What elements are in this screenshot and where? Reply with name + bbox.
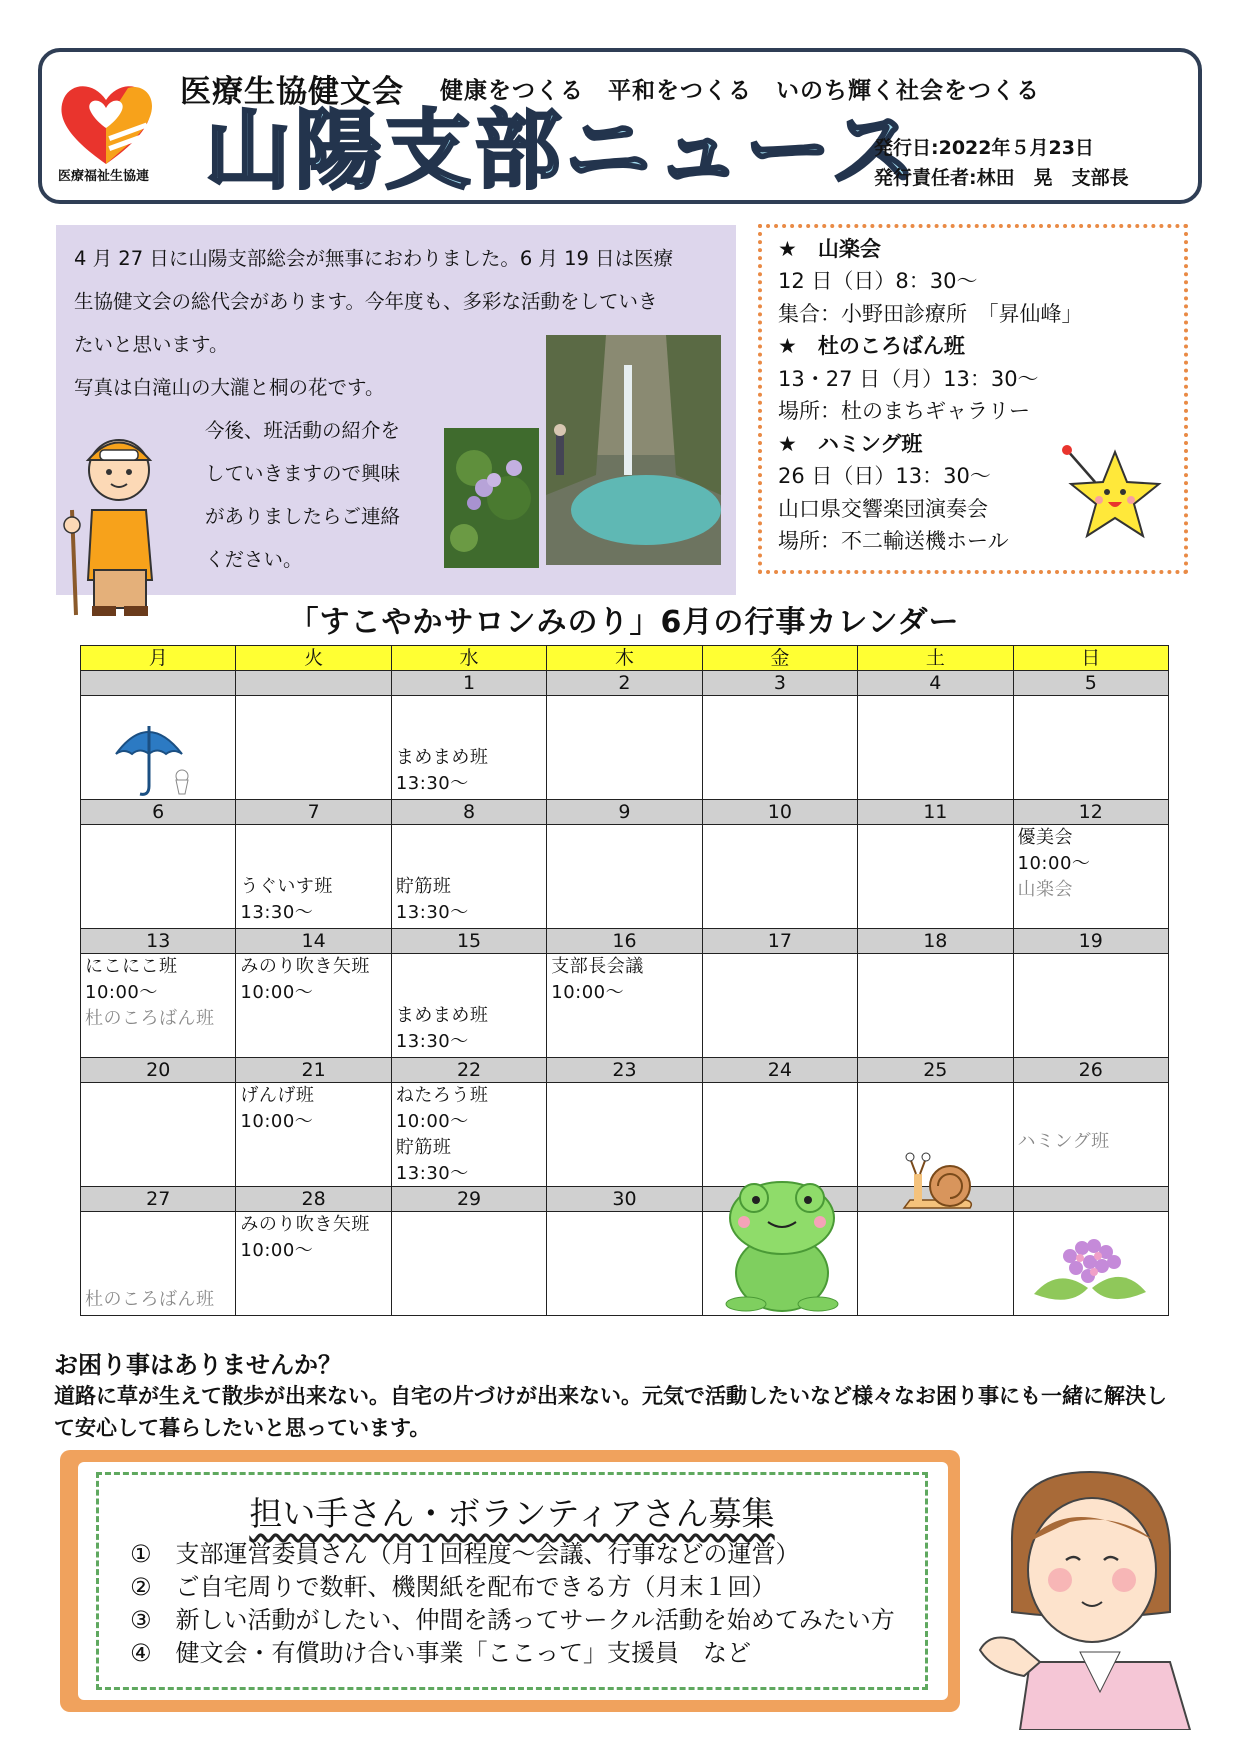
date-number: 8: [391, 800, 546, 825]
weekday-header: 木: [547, 646, 702, 671]
date-number: 10: [702, 800, 857, 825]
calendar-cell: [1013, 696, 1168, 800]
calendar-cell: [391, 825, 546, 929]
calendar-event: 10:00～: [551, 982, 625, 1003]
hydrangea-icon: [1030, 1226, 1150, 1310]
date-number: 2: [547, 671, 702, 696]
slogan: 健康をつくる 平和をつくる いのち輝く社会をつくる: [440, 78, 1040, 104]
calendar-cell: [81, 954, 236, 1058]
calendar-cell: [547, 1083, 702, 1187]
calendar-event: 10:00～: [395, 1111, 469, 1132]
issue-date: 発行日:2022年５月23日: [874, 137, 1094, 159]
intro-line: 写真は白滝山の大瀧と桐の花です。: [74, 376, 385, 399]
date-number: 13: [81, 929, 236, 954]
intro-indent-line: ください。: [205, 548, 303, 571]
date-row: [81, 671, 1169, 696]
calendar-cell: [547, 825, 702, 929]
date-number: 30: [547, 1187, 702, 1212]
star-character-icon: [1055, 440, 1165, 550]
event-line: 集合：小野田診療所 「昇仙峰」: [778, 302, 1083, 326]
date-number: 28: [236, 1187, 391, 1212]
weekday-header-row: [81, 646, 1169, 671]
event-row: [81, 825, 1169, 929]
calendar-cell: [858, 1212, 1013, 1316]
calendar-event: 10:00～: [85, 982, 158, 1003]
event-title: ★ ハミング班: [778, 432, 923, 456]
intro-line: 4 月 27 日に山陽支部総会が無事におわりました。6 月 19 日は医療: [74, 247, 674, 270]
calendar-cell: [391, 1083, 546, 1187]
date-number: 12: [1013, 800, 1168, 825]
date-number: 14: [236, 929, 391, 954]
date-number: 23: [547, 1058, 702, 1083]
date-number: 15: [391, 929, 546, 954]
waterfall-photo: [546, 335, 721, 565]
date-number: 25: [858, 1058, 1013, 1083]
weekday-header: 火: [236, 646, 391, 671]
date-row: [81, 929, 1169, 954]
calendar-event: 杜のころばん班: [85, 1008, 215, 1029]
intro-indent-line: がありましたらご連絡: [205, 505, 401, 528]
volunteer-item: ③ 新しい活動がしたい、仲間を誘ってサークル活動を始めてみたい方: [130, 1606, 895, 1634]
event-line: 26 日（日）13：30～: [778, 464, 991, 488]
umbrella-icon: [112, 714, 202, 799]
calendar-cell: [391, 1212, 546, 1316]
calendar-cell: [391, 954, 546, 1058]
calendar-event: 杜のころばん班: [85, 1289, 215, 1310]
calendar-cell: [81, 825, 236, 929]
date-number: 24: [702, 1058, 857, 1083]
date-number: 3: [702, 671, 857, 696]
calendar-cell: [236, 825, 391, 929]
paulownia-flower-photo: [444, 428, 539, 568]
calendar-event: 優美会: [1017, 827, 1074, 848]
date-number: 19: [1013, 929, 1168, 954]
calendar-cell: [702, 1083, 857, 1187]
calendar-event: 13:30～: [395, 1031, 469, 1052]
calendar-cell: [858, 825, 1013, 929]
date-row: [81, 800, 1169, 825]
trouble-question: お困り事はありませんか？: [54, 1351, 342, 1379]
date-number: 16: [547, 929, 702, 954]
calendar-cell: [81, 1212, 236, 1316]
event-row: [81, 1083, 1169, 1187]
date-number: 5: [1013, 671, 1168, 696]
calendar-cell: [391, 696, 546, 800]
calendar-event: みのり吹き矢班: [240, 1214, 370, 1235]
weekday-header: 日: [1013, 646, 1168, 671]
calendar-event: 支部長会議: [551, 956, 644, 977]
calendar-event: げんげ班: [240, 1085, 315, 1106]
snail-icon: [900, 1146, 978, 1216]
volunteer-item: ① 支部運営委員さん（月１回程度～会議、行事などの運営）: [130, 1540, 800, 1568]
date-number: 20: [81, 1058, 236, 1083]
calendar-event: 13:30～: [395, 902, 469, 923]
volunteer-item: ④ 健文会・有償助け合い事業「ここって」支援員 など: [130, 1639, 752, 1667]
date-number: [81, 671, 236, 696]
calendar-title: 「すこやかサロンみのり」6月の行事カレンダー: [288, 605, 960, 640]
calendar-cell: [236, 1212, 391, 1316]
calendar-event: ねたろう班: [395, 1085, 489, 1106]
date-number: 21: [236, 1058, 391, 1083]
calendar-cell: [236, 696, 391, 800]
date-row: [81, 1058, 1169, 1083]
intro-indent-line: していきますので興味: [205, 462, 401, 485]
calendar-event: 10:00～: [240, 1240, 314, 1261]
weekday-header: 土: [858, 646, 1013, 671]
date-number: 9: [547, 800, 702, 825]
calendar-cell: [1013, 954, 1168, 1058]
event-row: [81, 696, 1169, 800]
calendar-cell: [547, 696, 702, 800]
calendar-event: 10:00～: [1017, 853, 1091, 874]
event-line: 13・27 日（月）13：30～: [778, 367, 1039, 391]
calendar-cell: [547, 1212, 702, 1316]
trouble-body: 道路に草が生えて散歩が出来ない。自宅の片づけが出来ない。元気で活動したいなど様々なお困り事にも一緒に解決して安心して暮らしたいと思っています。: [54, 1384, 1167, 1440]
event-title: ★ 杜のころばん班: [778, 334, 965, 358]
event-line: 場所：杜のまちギャラリー: [778, 399, 1030, 423]
intro-indent-line: 今後、班活動の紹介を: [205, 419, 401, 442]
calendar-cell: [81, 1083, 236, 1187]
calendar-cell: [1013, 1083, 1168, 1187]
date-number: 4: [858, 671, 1013, 696]
date-number: [236, 671, 391, 696]
calendar-event: まめまめ班: [395, 747, 489, 768]
date-number: 1: [391, 671, 546, 696]
calendar-event: 貯筋班: [395, 876, 452, 897]
event-line: 山口県交響楽団演奏会: [778, 497, 988, 521]
volunteer-title: 担い手さん・ボランティアさん募集: [249, 1494, 775, 1533]
date-number: 26: [1013, 1058, 1168, 1083]
event-row: [81, 954, 1169, 1058]
weekday-header: 月: [81, 646, 236, 671]
calendar-event: 10:00～: [240, 982, 314, 1003]
calendar-event: にこにこ班: [85, 956, 178, 977]
hiker-illustration: [54, 420, 184, 620]
intro-line: 生協健文会の総代会があります。今年度も、多彩な活動をしていき: [74, 290, 658, 313]
date-number: 6: [81, 800, 236, 825]
calendar-cell: [858, 696, 1013, 800]
calendar-event: まめまめ班: [395, 1005, 489, 1026]
calendar-cell: [236, 954, 391, 1058]
date-row: [81, 1187, 1169, 1212]
weekday-header: 水: [391, 646, 546, 671]
calendar-cell: [702, 954, 857, 1058]
event-line: 場所：不二輸送機ホール: [778, 529, 1009, 553]
calendar-cell: [547, 954, 702, 1058]
weekday-header: 金: [702, 646, 857, 671]
calendar-event: 貯筋班: [395, 1137, 452, 1158]
calendar-event: ハミング班: [1017, 1131, 1110, 1152]
event-title: ★ 山楽会: [778, 237, 881, 261]
calendar-cell: [1013, 825, 1168, 929]
calendar-event: 10:00～: [240, 1111, 314, 1132]
logo-text: 医療福祉生協連: [58, 169, 150, 184]
org-name: 医療生協健文会: [180, 74, 404, 110]
date-number: 17: [702, 929, 857, 954]
calendar-event: 13:30～: [395, 773, 469, 794]
date-number: 11: [858, 800, 1013, 825]
date-number: 22: [391, 1058, 546, 1083]
calendar-event: 山楽会: [1017, 879, 1074, 900]
calendar-table: [80, 645, 1169, 1316]
issuer: 発行責任者:林田 晃 支部長: [874, 167, 1129, 189]
calendar-event: 13:30～: [395, 1163, 469, 1184]
date-number: 27: [81, 1187, 236, 1212]
date-number: 18: [858, 929, 1013, 954]
staff-woman-illustration: [970, 1462, 1210, 1730]
calendar-event: 13:30～: [240, 902, 314, 923]
event-row: [81, 1212, 1169, 1316]
calendar-cell: [236, 1083, 391, 1187]
event-line: 12 日（日）8：30～: [778, 269, 978, 293]
coop-heart-logo-icon: [56, 76, 166, 168]
volunteer-item: ② ご自宅周りで数軒、機関紙を配布できる方（月末１回）: [130, 1573, 776, 1601]
newsletter-title: 山陽支部ニュース: [205, 101, 921, 201]
date-number: 29: [391, 1187, 546, 1212]
date-number: 7: [236, 800, 391, 825]
calendar-event: うぐいす班: [240, 876, 333, 897]
date-number: [1013, 1187, 1168, 1212]
calendar-cell: [702, 825, 857, 929]
calendar-event: みのり吹き矢班: [240, 956, 370, 977]
calendar-cell: [702, 696, 857, 800]
calendar-cell: [858, 954, 1013, 1058]
intro-line: たいと思います。: [74, 333, 229, 356]
frog-icon: [722, 1178, 842, 1312]
